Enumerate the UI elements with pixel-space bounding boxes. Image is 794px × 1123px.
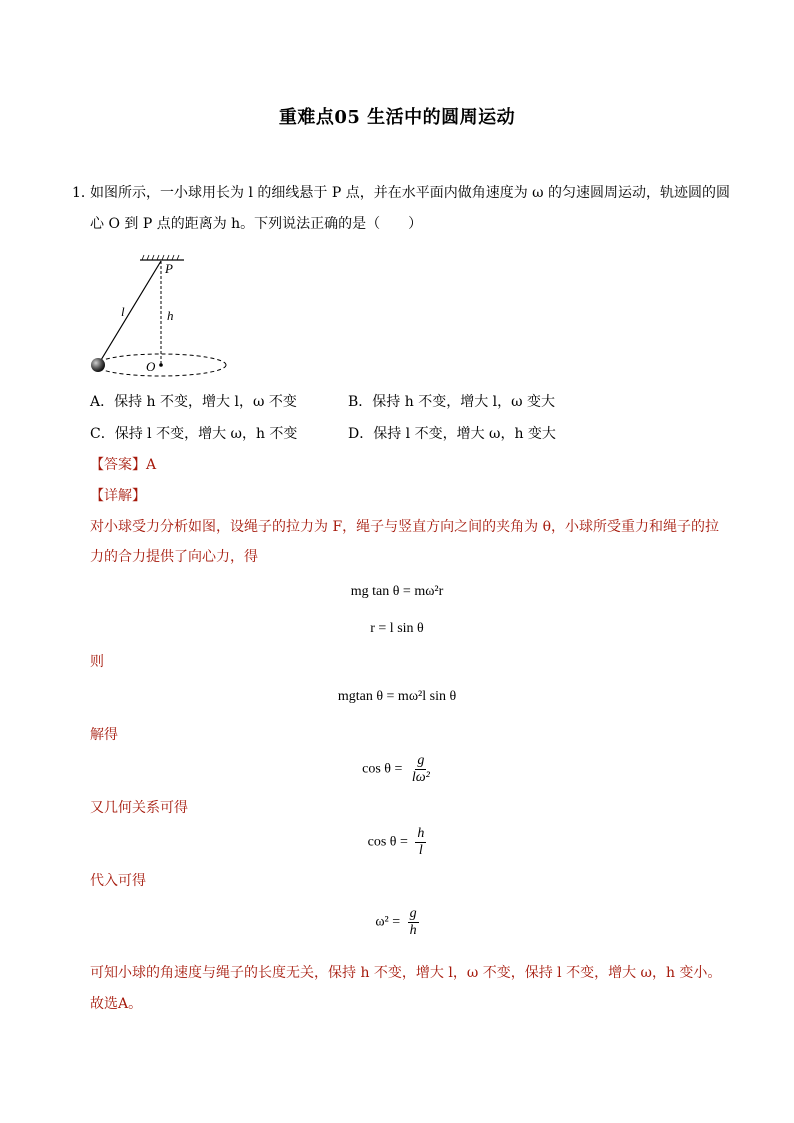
final-answer-text: 故选A。 (90, 996, 143, 1012)
answer-label: 【答案】A (90, 457, 157, 473)
ceiling-hatch (142, 255, 179, 260)
equation-6 (0, 906, 794, 939)
explanation-line2: 力的合力提供了向心力，得 (90, 549, 258, 565)
label-l: l (121, 304, 125, 319)
equation-5-numerator: h (417, 826, 425, 841)
explanation-line1: 对小球受力分析如图，设绳子的拉力为 F，绳子与竖直方向之间的夹角为 θ，小球所受重力和绳子的拉 (90, 519, 720, 535)
equation-6-numerator: g (409, 906, 417, 921)
equation-2: r = l sin θ (370, 621, 424, 636)
string-line (98, 261, 161, 365)
detail-label: 【详解】 (90, 488, 146, 504)
equation-5-fraction (415, 826, 426, 859)
equation-3: mgtan θ = mω²l sin θ (337, 689, 457, 704)
equation-6-left: ω² = (375, 914, 401, 930)
label-o: O (146, 359, 156, 374)
equation-6-denominator: h (409, 923, 417, 938)
substitute-text: 代入可得 (90, 873, 146, 889)
equation-4-denominator: lω² (411, 770, 430, 785)
label-h: h (167, 308, 174, 323)
option-d: D．保持 l 不变，增大 ω，h 变大 (348, 426, 556, 442)
conclusion-text: 可知小球的角速度与绳子的长度无关，保持 h 不变，增大 l，ω 不变，保持 l 不变，增大 ω，h 变小。 (90, 965, 722, 981)
pendulum-figure (86, 252, 236, 382)
equation-5 (0, 826, 794, 859)
equation-4-fraction (410, 753, 432, 786)
equation-4-numerator: g (417, 753, 425, 768)
question-text-line1: 如图所示，一小球用长为 l 的细线悬于 P 点，并在水平面内做角速度为 ω 的匀速圆周运动，轨迹圆的圆 (90, 185, 731, 201)
geometry-text: 又几何关系可得 (90, 800, 188, 816)
ball (91, 358, 105, 372)
page-title: 重难点05 生活中的圆周运动 (278, 107, 516, 128)
solve-text: 解得 (90, 727, 118, 743)
option-b: B．保持 h 不变，增大 l，ω 变大 (348, 394, 555, 410)
equation-5-left: cos θ = (367, 834, 408, 850)
equation-1: mg tan θ = mω²r (350, 584, 444, 599)
question-text-line2: 心 O 到 P 点的距离为 h。下列说法正确的是（ ） (90, 216, 423, 232)
center-dot (159, 363, 163, 367)
then-text: 则 (90, 654, 104, 670)
label-p: P (165, 261, 173, 276)
equation-4 (0, 753, 794, 786)
equation-4-left: cos θ = (362, 761, 403, 777)
option-a: A．保持 h 不变，增大 l，ω 不变 (90, 394, 297, 410)
option-c: C．保持 l 不变，增大 ω，h 不变 (90, 426, 298, 442)
question-number: 1． (72, 185, 95, 201)
equation-6-fraction (408, 906, 419, 939)
equation-5-denominator: l (418, 843, 423, 858)
